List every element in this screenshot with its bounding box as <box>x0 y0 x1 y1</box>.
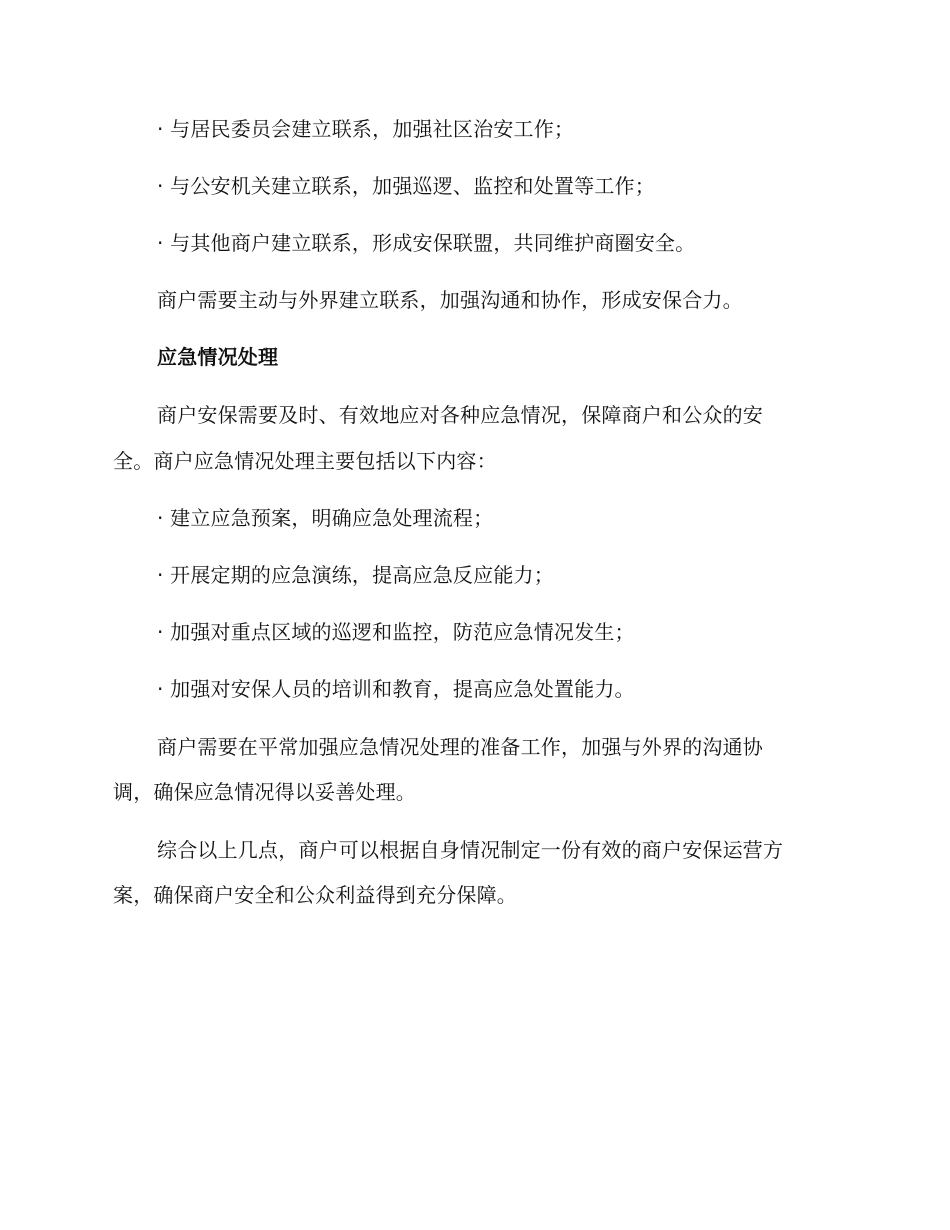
bullet-item-emergency-plan: · 建立应急预案，明确应急处理流程； <box>157 506 494 530</box>
bullet-item-patrol-monitoring: · 加强对重点区域的巡逻和监控，防范应急情况发生； <box>157 620 635 644</box>
conclusion-line-2: 案，确保商户安全和公众利益得到充分保障。 <box>113 883 517 907</box>
bullet-item-other-merchants: · 与其他商户建立联系，形成安保联盟，共同维护商圈安全。 <box>157 231 696 255</box>
emergency-summary-line-1: 商户需要在平常加强应急情况处理的准备工作，加强与外界的沟通协 <box>157 735 763 759</box>
emergency-summary-line-2: 调，确保应急情况得以妥善处理。 <box>113 780 416 804</box>
conclusion-line-1: 综合以上几点，商户可以根据自身情况制定一份有效的商户安保运营方 <box>157 838 784 862</box>
bullet-item-staff-training: · 加强对安保人员的培训和教育，提高应急处置能力。 <box>157 677 635 701</box>
emergency-intro-line-1: 商户安保需要及时、有效地应对各种应急情况，保障商户和公众的安 <box>157 403 763 427</box>
bullet-item-public-security: · 与公安机关建立联系，加强巡逻、监控和处置等工作； <box>157 174 655 198</box>
partners-summary-paragraph: 商户需要主动与外界建立联系，加强沟通和协作，形成安保合力。 <box>157 288 743 312</box>
section-heading: 应急情况处理 <box>157 345 279 369</box>
bullet-item-residents-committee: · 与居民委员会建立联系，加强社区治安工作； <box>157 117 575 141</box>
bullet-item-emergency-drills: · 开展定期的应急演练，提高应急反应能力； <box>157 563 554 587</box>
emergency-intro-line-2: 全。商户应急情况处理主要包括以下内容： <box>113 449 497 473</box>
